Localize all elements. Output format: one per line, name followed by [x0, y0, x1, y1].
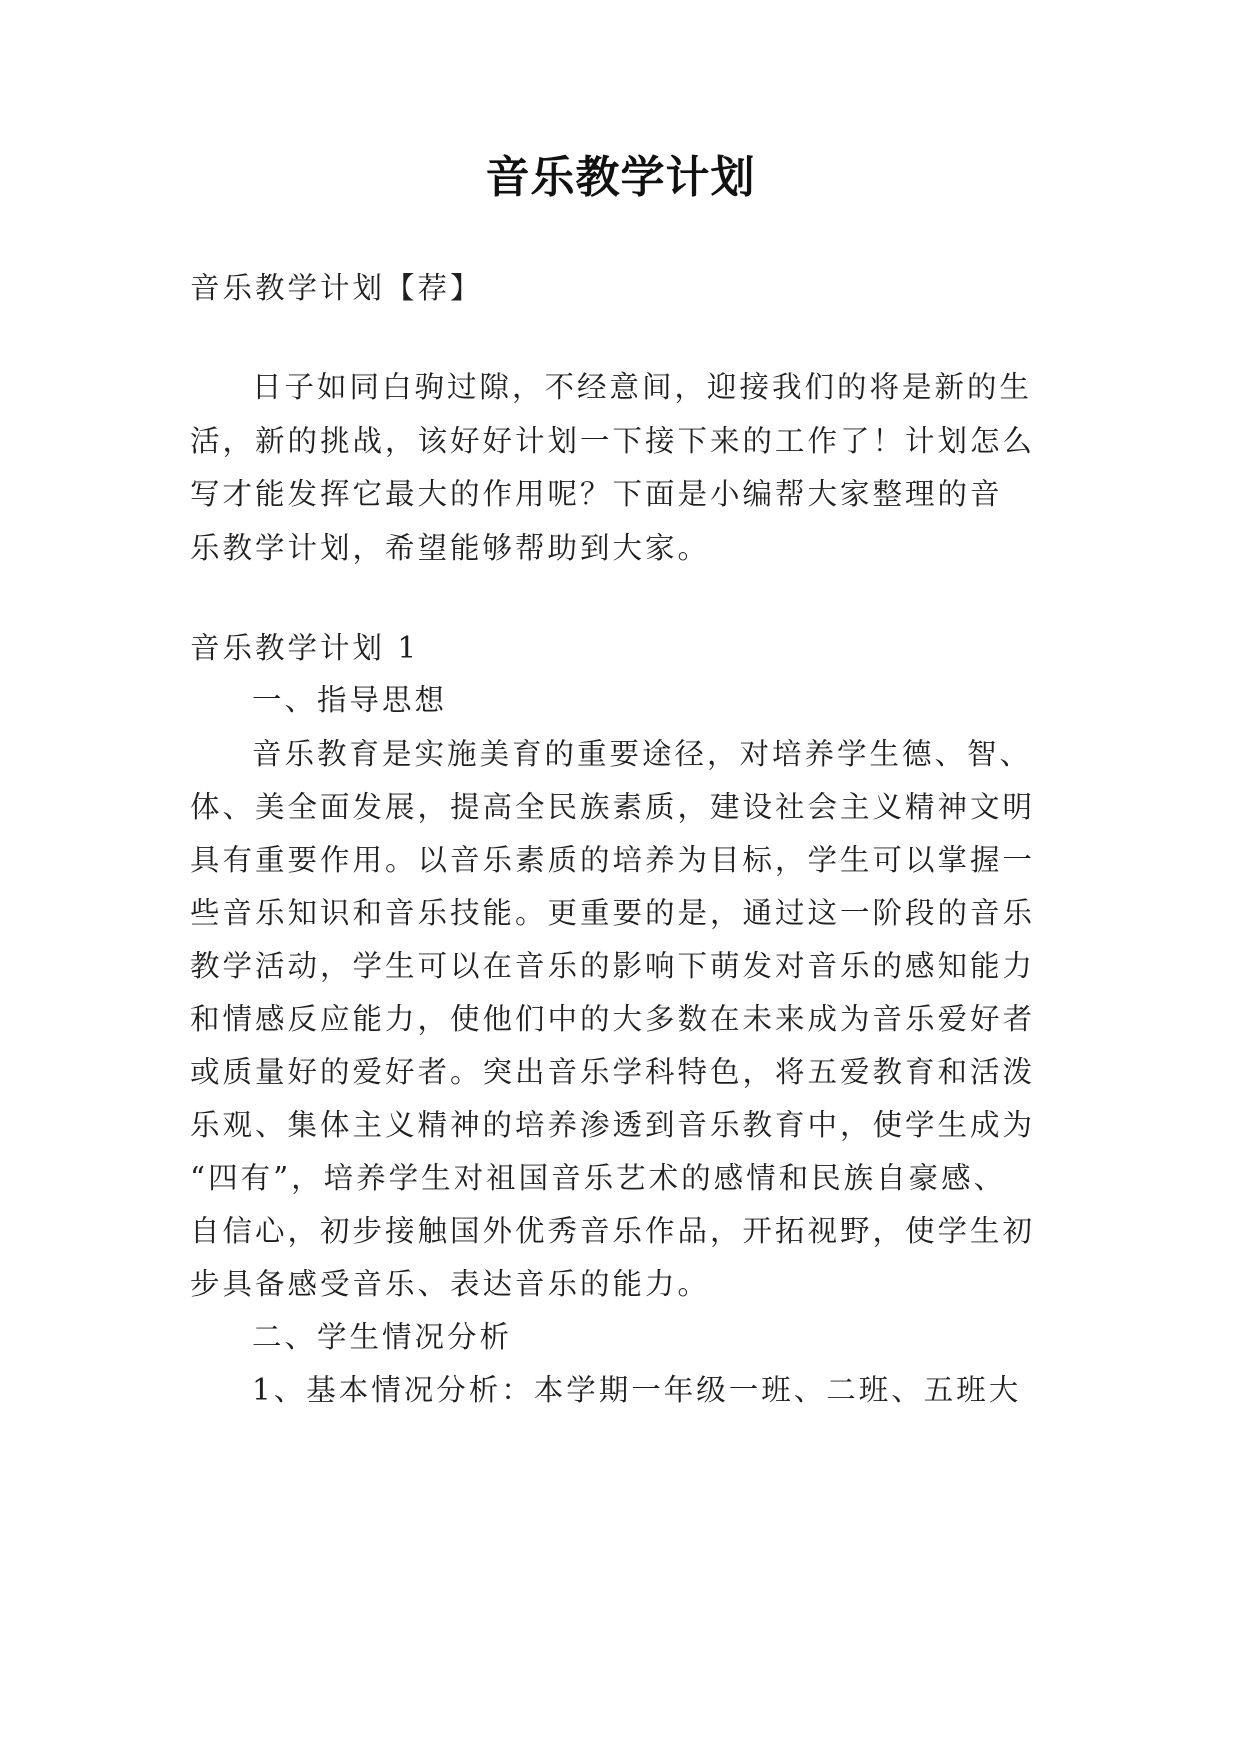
- heading-student-analysis: 二、学生情况分析: [252, 1320, 513, 1354]
- heading-guiding-ideology: 一、指导思想: [252, 683, 448, 717]
- body-line: 乐观、集体主义精神的培养渗透到音乐教育中，使学生成为: [190, 1108, 1036, 1142]
- intro-line: 乐教学计划，希望能够帮助到大家。: [190, 531, 711, 565]
- section-title: 音乐教学计划 1: [190, 631, 420, 665]
- body-line: 教学活动，学生可以在音乐的影响下萌发对音乐的感知能力: [190, 949, 1036, 983]
- body-line: 1、基本情况分析：本学期一年级一班、二班、五班大: [252, 1373, 1022, 1407]
- body-line: 步具备感受音乐、表达音乐的能力。: [190, 1267, 711, 1301]
- body-line: 些音乐知识和音乐技能。更重要的是，通过这一阶段的音乐: [190, 896, 1036, 930]
- document-title: 音乐教学计划: [485, 152, 756, 203]
- body-line: 具有重要作用。以音乐素质的培养为目标，学生可以掌握一: [190, 843, 1036, 877]
- intro-line: 写才能发挥它最大的作用呢？下面是小编帮大家整理的音: [190, 477, 1003, 511]
- document-subtitle: 音乐教学计划【荐】: [190, 271, 483, 305]
- body-line: 音乐教育是实施美育的重要途径，对培养学生德、智、: [252, 737, 1033, 771]
- intro-line: 日子如同白驹过隙，不经意间，迎接我们的将是新的生: [252, 370, 1033, 404]
- body-line: 或质量好的爱好者。突出音乐学科特色，将五爱教育和活泼: [190, 1055, 1036, 1089]
- intro-line: 活，新的挑战，该好好计划一下接下来的工作了！计划怎么: [190, 424, 1036, 458]
- body-line: 体、美全面发展，提高全民族素质，建设社会主义精神文明: [190, 790, 1036, 824]
- body-line: 和情感反应能力，使他们中的大多数在未来成为音乐爱好者: [190, 1002, 1036, 1036]
- body-line: 自信心，初步接触国外优秀音乐作品，开拓视野，使学生初: [190, 1214, 1036, 1248]
- body-line: “四有”，培养学生对祖国音乐艺术的感情和民族自豪感、: [190, 1161, 1007, 1195]
